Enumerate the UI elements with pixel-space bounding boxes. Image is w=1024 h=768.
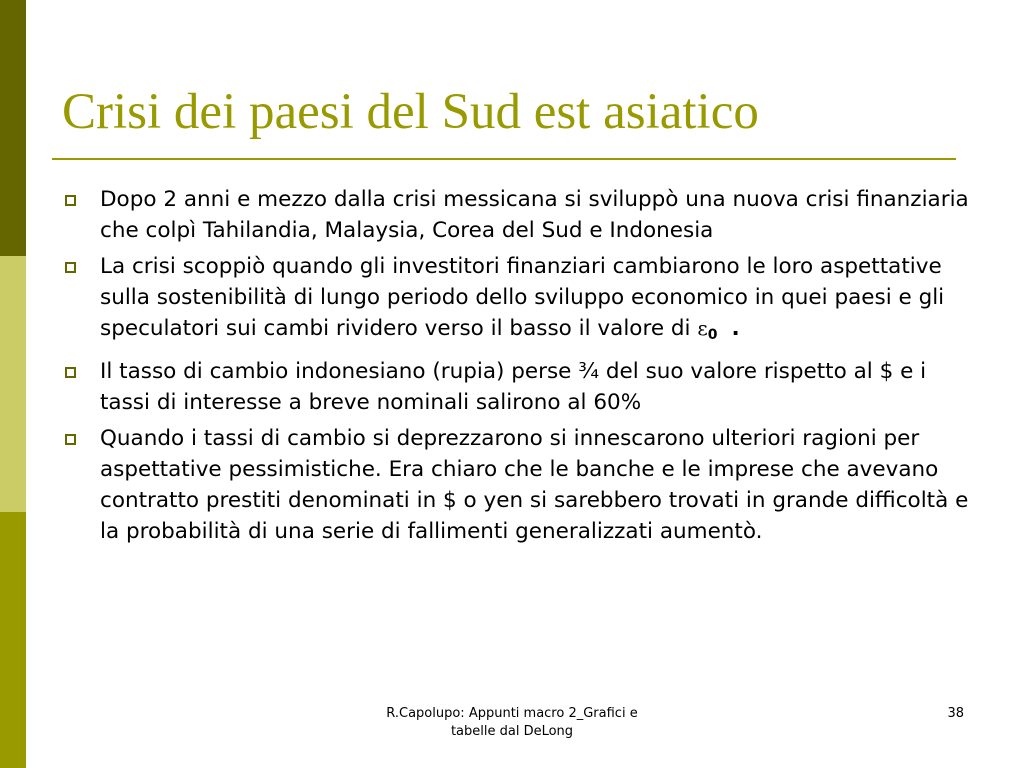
bullet-item (62, 251, 972, 351)
bullet-text: Il tasso di cambio indonesiano (rupia) perse ¾ del suo valore rispetto al $ e i tassi di interesse a breve nominali salirono al 60% (100, 359, 927, 415)
epsilon-zero-symbol (697, 316, 717, 341)
epsilon-symbol: ε (697, 316, 708, 340)
bullet-text: Quando i tassi di cambio si deprezzarono si innescarono ulteriori ragioni per aspettative pessimistiche. Era chiaro che le banche e le imprese che avevano contratto prestiti denominati in $ o yen si sarebbero trovati in grande difficoltà e la probabilità di una serie di fallimenti generalizzati aumentò. (100, 426, 969, 544)
slide-title: Crisi dei paesi del Sud est asiatico (62, 84, 759, 140)
epsilon-subscript: 0 (707, 327, 718, 343)
title-underline (52, 158, 956, 160)
sidebar-band-bottom (0, 512, 26, 768)
bullet-text: Dopo 2 anni e mezzo dalla crisi messicana si sviluppò una nuova crisi finanziaria che colpì Tahilandia, Malaysia, Corea del Sud e Indonesia (100, 187, 969, 243)
page-number: 38 (947, 706, 964, 721)
bullet-item (62, 423, 972, 547)
square-bullet-icon (65, 195, 76, 206)
bullet-end-period: . (731, 316, 740, 341)
footer-line-2: tabelle dal DeLong (450, 724, 574, 739)
footer-line-1: R.Capolupo: Appunti macro 2_Grafici e (386, 706, 638, 721)
square-bullet-icon (65, 434, 76, 445)
sidebar-band-middle (0, 256, 26, 512)
bullet-item (62, 356, 972, 418)
bullet-item (62, 184, 972, 246)
sidebar-band-top (0, 0, 26, 256)
bullet-text: La crisi scoppiò quando gli investitori finanziari cambiarono le loro aspettative sulla sostenibilità di lungo periodo dello sviluppo economico in quei paesi e gli speculatori sui cambi rividero verso il basso il valore di (100, 254, 945, 341)
footer-source (352, 705, 672, 741)
square-bullet-icon (65, 367, 76, 378)
square-bullet-icon (65, 262, 76, 273)
bullet-list (62, 184, 972, 552)
